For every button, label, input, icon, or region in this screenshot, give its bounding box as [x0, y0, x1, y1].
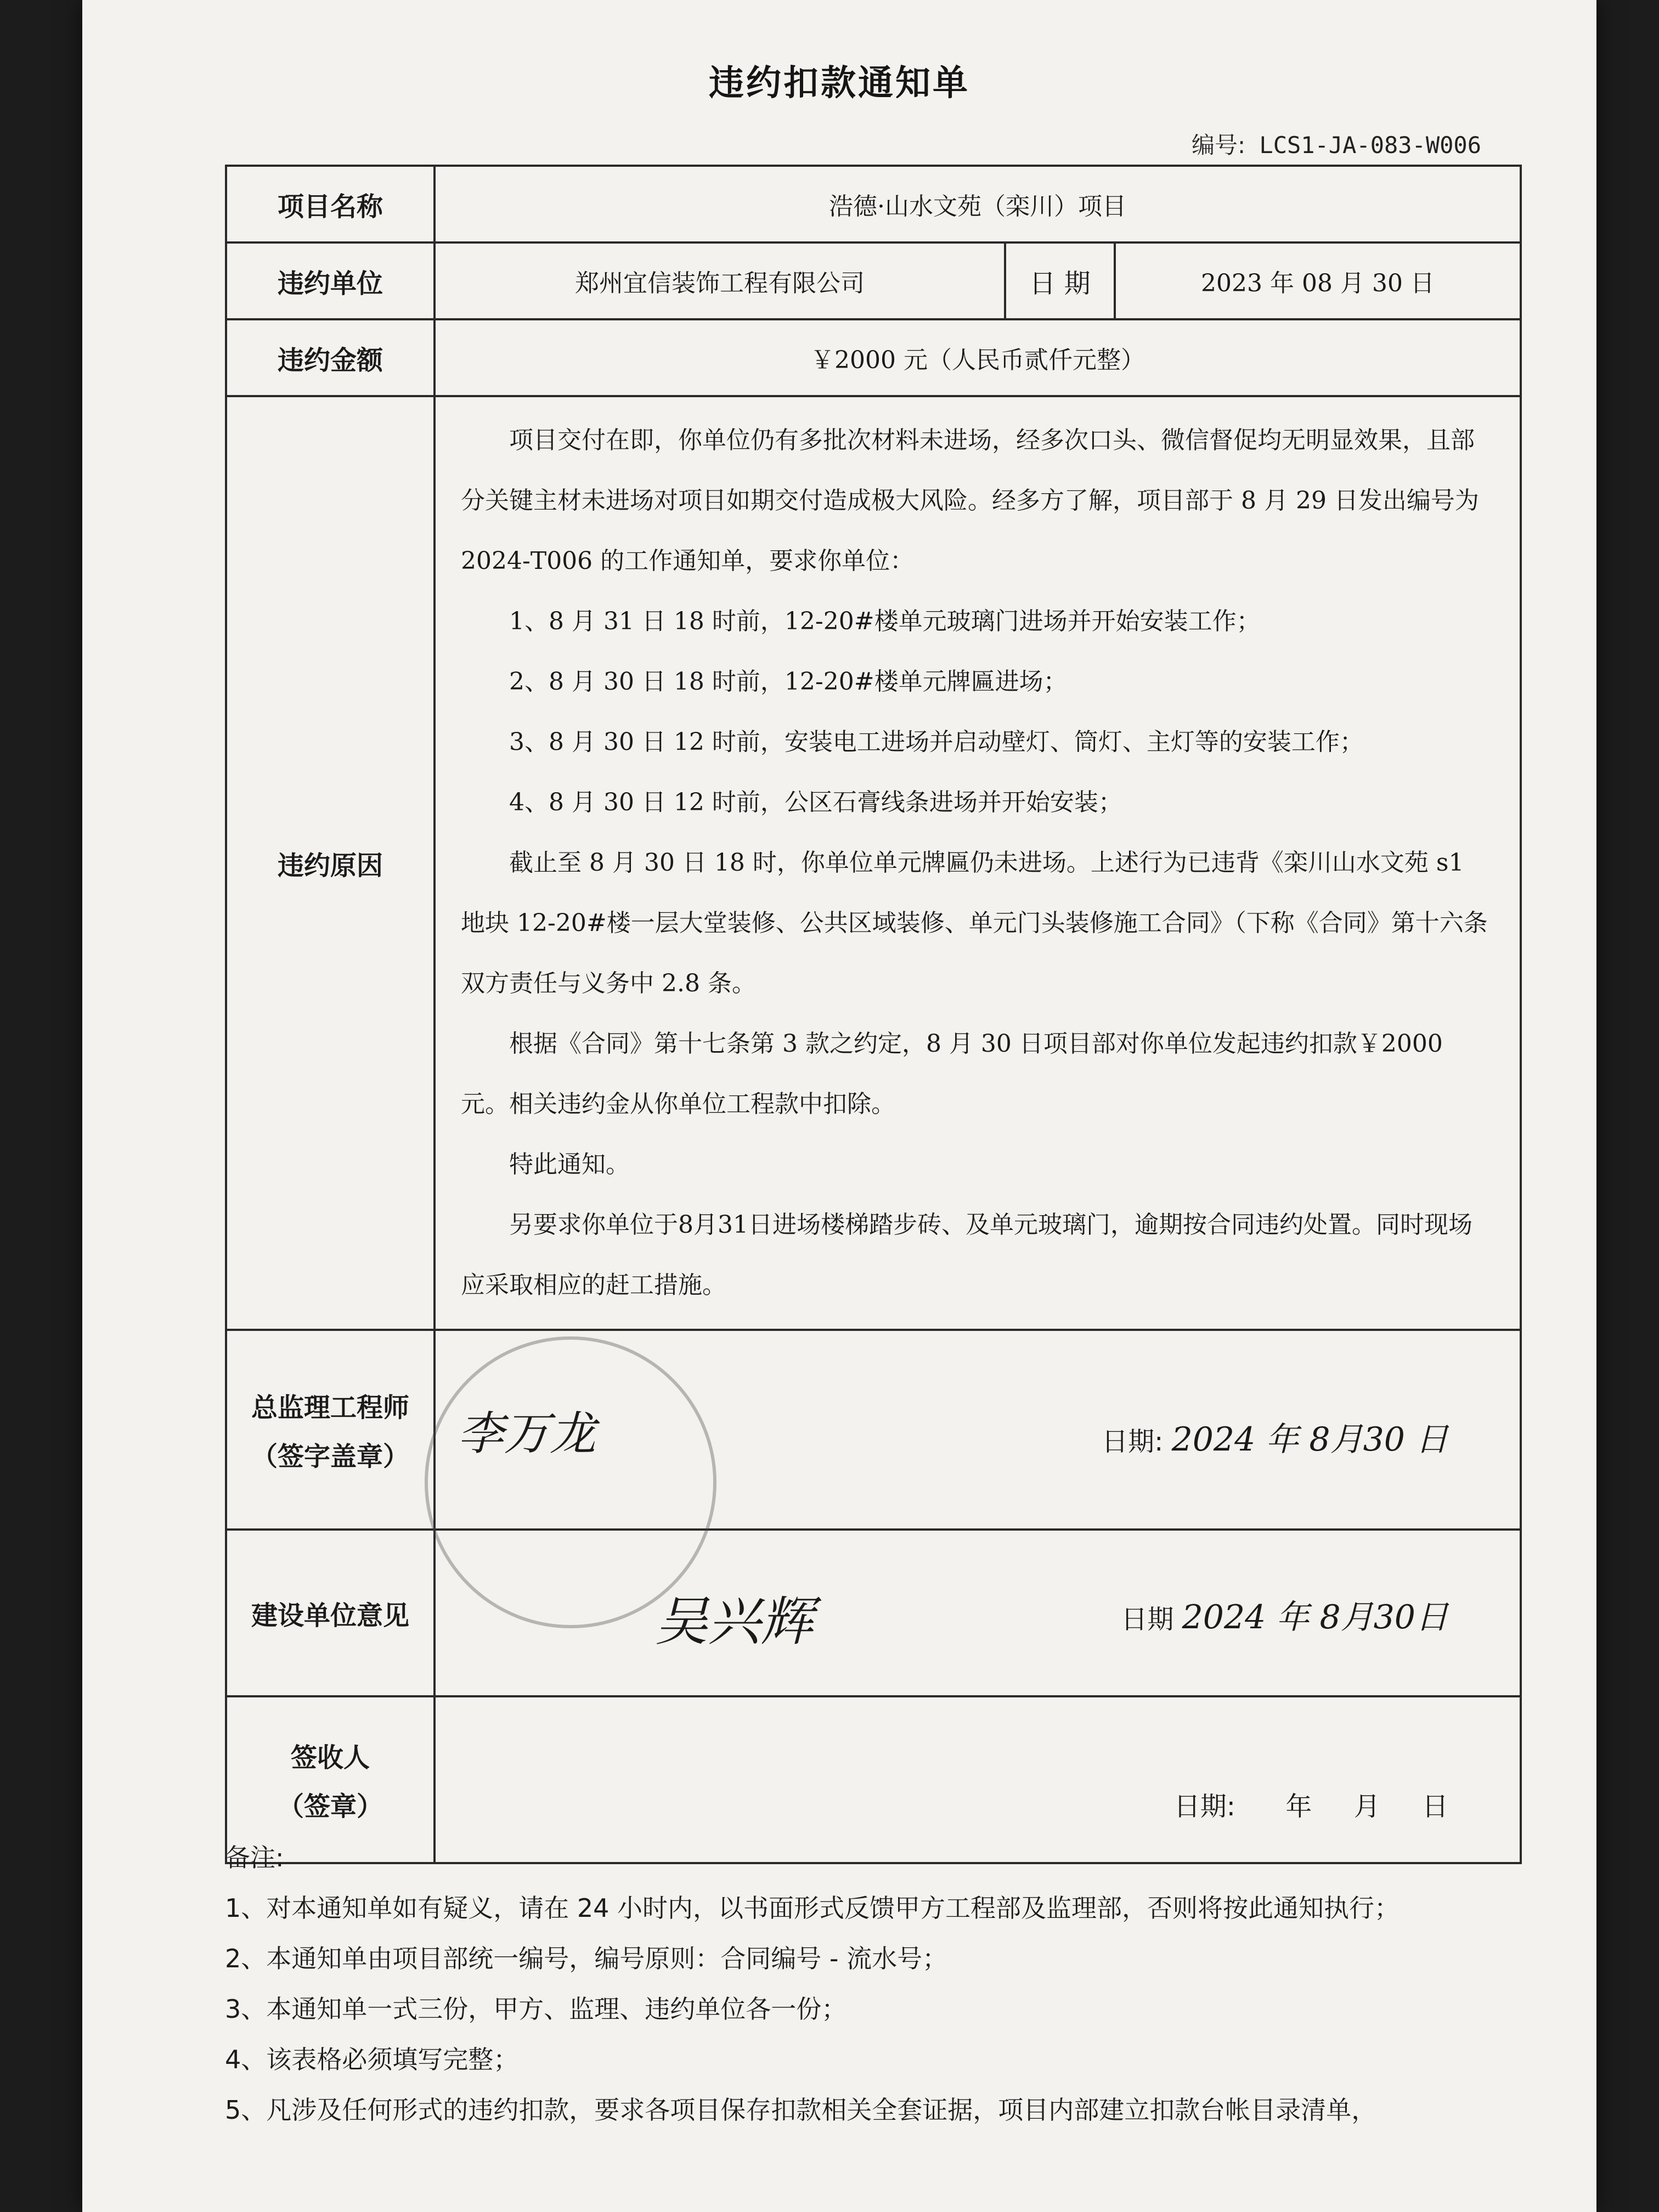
violating-unit-label: 违约单位	[226, 242, 435, 319]
reason-paragraph: 项目交付在即，你单位仍有多批次材料未进场，经多次口头、微信督促均无明显效果，且部分关键主材未进场对项目如期交付造成极大风险。经多方了解，项目部于 8 月 29 日发出编号为 2024-T006 的工作通知单，要求你单位：	[461, 426, 1479, 575]
violating-unit-value: 郑州宜信装饰工程有限公司	[435, 242, 1005, 319]
date-value: 2023 年 08 月 30 日	[1115, 242, 1521, 319]
notice-form-table	[225, 165, 1522, 1864]
supervisor-signature: 李万龙	[458, 1407, 596, 1460]
supervisor-date-handwritten: 2024 年 8月30 日	[1171, 1420, 1448, 1459]
reason-paragraph: 截止至 8 月 30 日 18 时，你单位单元牌匾仍未进场。上述行为已违背《栾川山水文苑 s1 地块 12-20#楼一层大堂装修、公共区域装修、单元门头装修施工合同》（下称《合同》第十六条双方责任与义务中 2.8 条。	[461, 849, 1488, 997]
owner-opinion-cell	[435, 1530, 1521, 1696]
owner-date	[1121, 1591, 1448, 1638]
reason-item: 2、8 月 30 日 18 时前，12-20#楼单元牌匾进场；	[509, 668, 1068, 696]
document-title: 违约扣款通知单	[709, 63, 970, 104]
receiver-subtitle: （签章）	[277, 1791, 383, 1822]
reason-paragraph: 根据《合同》第十七条第 3 款之约定，8 月 30 日项目部对你单位发起违约扣款￥2000 元。相关违约金从你单位工程款中扣除。	[461, 1030, 1443, 1118]
notice-paper	[82, 0, 1596, 2212]
note-item: 4、该表格必须填写完整；	[225, 2045, 519, 2074]
owner-signature: 吴兴辉	[655, 1591, 813, 1652]
supervisor-date	[1102, 1413, 1448, 1460]
project-name-value: 浩德·山水文苑（栾川）项目	[435, 166, 1521, 242]
reason-item: 3、8 月 30 日 12 时前，安装电工进场并启动壁灯、筒灯、主灯等的安装工作；	[509, 728, 1364, 756]
reason-item: 1、8 月 31 日 18 时前，12-20#楼单元玻璃门进场并开始安装工作；	[509, 607, 1261, 635]
reason-paragraph: 另要求你单位于8月31日进场楼梯踏步砖、及单元玻璃门，逾期按合同违约处置。同时现场应采取相应的赶工措施。	[461, 1211, 1472, 1299]
owner-opinion-label: 建设单位意见	[226, 1530, 435, 1696]
serial-value: LCS1-JA-083-W006	[1259, 132, 1481, 159]
chief-supervisor-subtitle: （签字盖章）	[251, 1441, 409, 1472]
chief-supervisor-label	[226, 1330, 435, 1530]
receiver-title: 签收人	[290, 1742, 370, 1773]
owner-date-label: 日期	[1121, 1604, 1174, 1635]
note-item: 3、本通知单一式三份，甲方、监理、违约单位各一份；	[225, 1994, 847, 2024]
reason-item: 4、8 月 30 日 12 时前，公区石膏线条进场并开始安装；	[509, 788, 1122, 816]
note-item: 1、对本通知单如有疑义，请在 24 小时内，以书面形式反馈甲方工程部及监理部，否则将按此通知执行；	[225, 1893, 1400, 1923]
chief-supervisor-signature-cell	[435, 1330, 1521, 1530]
violation-reason-label: 违约原因	[226, 396, 435, 1330]
reason-paragraph: 特此通知。	[509, 1150, 630, 1178]
supervisor-date-label: 日期:	[1102, 1426, 1164, 1457]
note-item: 5、凡涉及任何形式的违约扣款，要求各项目保存扣款相关全套证据，项目内部建立扣款台帐目录清单，	[225, 2095, 1377, 2125]
date-label: 日 期	[1005, 242, 1115, 319]
receiver-date: 日期: 年 月 日	[1173, 1791, 1448, 1822]
owner-date-handwritten: 2024 年 8月30日	[1182, 1598, 1448, 1637]
chief-supervisor-title: 总监理工程师	[251, 1392, 409, 1423]
notes-section	[225, 1832, 1596, 2135]
serial-number	[1192, 127, 1481, 160]
notes-heading: 备注:	[225, 1843, 284, 1872]
penalty-amount-label: 违约金额	[226, 319, 435, 396]
project-name-label: 项目名称	[226, 166, 435, 242]
violation-reason-text	[435, 396, 1521, 1330]
note-item: 2、本通知单由项目部统一编号，编号原则：合同编号 - 流水号；	[225, 1944, 948, 1973]
serial-label: 编号:	[1191, 132, 1246, 159]
penalty-amount-value: ￥2000 元（人民币贰仟元整）	[435, 319, 1521, 396]
